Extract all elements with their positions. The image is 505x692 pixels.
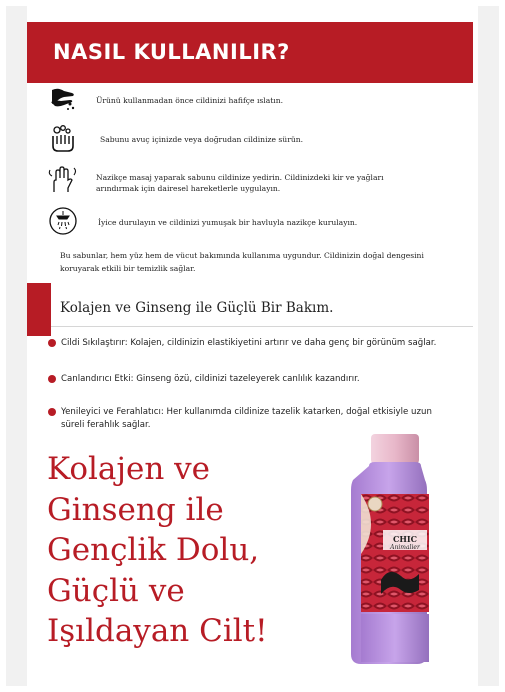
- step-3-line-1: Nazikçe masaj yaparak sabunu cildinize yedirin. Cildinizdeki kir ve yağları: [96, 173, 384, 182]
- header-banner: [27, 22, 473, 83]
- benefit-3: [61, 406, 461, 432]
- bullet-dot-icon: [48, 339, 56, 347]
- step-3-line-2: arındırmak için dairesel hareketlerle uygulayın.: [96, 184, 281, 193]
- step-4-text: İyice durulayın ve cildinizi yumuşak bir havluyla nazikçe kurulayın.: [98, 218, 358, 227]
- headline-line-2: Ginseng ile: [47, 491, 224, 528]
- benefit-1-line-1: Cildi Sıkılaştırır: Kolajen, cildinizin elastikiyetini artırır ve daha genç bir görünüm sağlar.: [61, 338, 437, 348]
- benefit-2: [61, 373, 461, 386]
- headline-line-3: Gençlik Dolu,: [47, 532, 260, 568]
- intro-line-1: Bu sabunlar, hem yüz hem de vücut bakımında kullanıma uygundur. Cildinizin doğal dengesini: [60, 251, 424, 260]
- section-accent-band: [27, 283, 51, 336]
- bullet-dot-icon: [48, 408, 56, 416]
- product-subbrand: Animalier: [390, 544, 420, 551]
- hand-wash-icon: [48, 84, 78, 114]
- section-divider: [51, 326, 473, 327]
- intro-line-2: koruyarak etkili bir temizlik sağlar.: [60, 263, 196, 273]
- step-2-text: Sabunu avuç içinizde veya doğrudan cildinize sürün.: [100, 135, 304, 144]
- product-brand: CHIC: [392, 534, 418, 544]
- step-1-text: Ürünü kullanmadan önce cildinizi hafifçe ıslatın.: [96, 96, 284, 105]
- headline-line-4: Güçlü ve: [47, 572, 185, 609]
- product-bottle-image: [345, 432, 445, 672]
- intro-text: [60, 250, 450, 275]
- hand-massage-icon: [48, 164, 78, 194]
- headline-line-1: Kolajen ve: [47, 451, 211, 487]
- section-subheading: Kolajen ve Ginseng ile Güçlü Bir Bakım.: [60, 300, 334, 316]
- benefit-2-line-1: Canlandırıcı Etki: Ginseng özü, cildinizi tazeleyerek canlılık kazandırır.: [61, 374, 360, 384]
- benefit-3-line-2: süreli ferahlık sağlar.: [61, 420, 151, 430]
- headline: [47, 449, 268, 652]
- step-3-text: [96, 172, 416, 194]
- shower-rinse-icon: [48, 206, 78, 236]
- hands-foam-icon: [48, 124, 78, 154]
- header-title: NASIL KULLANILIR?: [53, 40, 290, 64]
- benefit-1: [61, 337, 461, 350]
- bullet-dot-icon: [48, 375, 56, 383]
- headline-line-5: Işıldayan Cilt!: [47, 613, 268, 649]
- benefit-3-line-1: Yenileyici ve Ferahlatıcı: Her kullanımda cildinize tazelik katarken, doğal etkisiyle uzun: [61, 407, 432, 417]
